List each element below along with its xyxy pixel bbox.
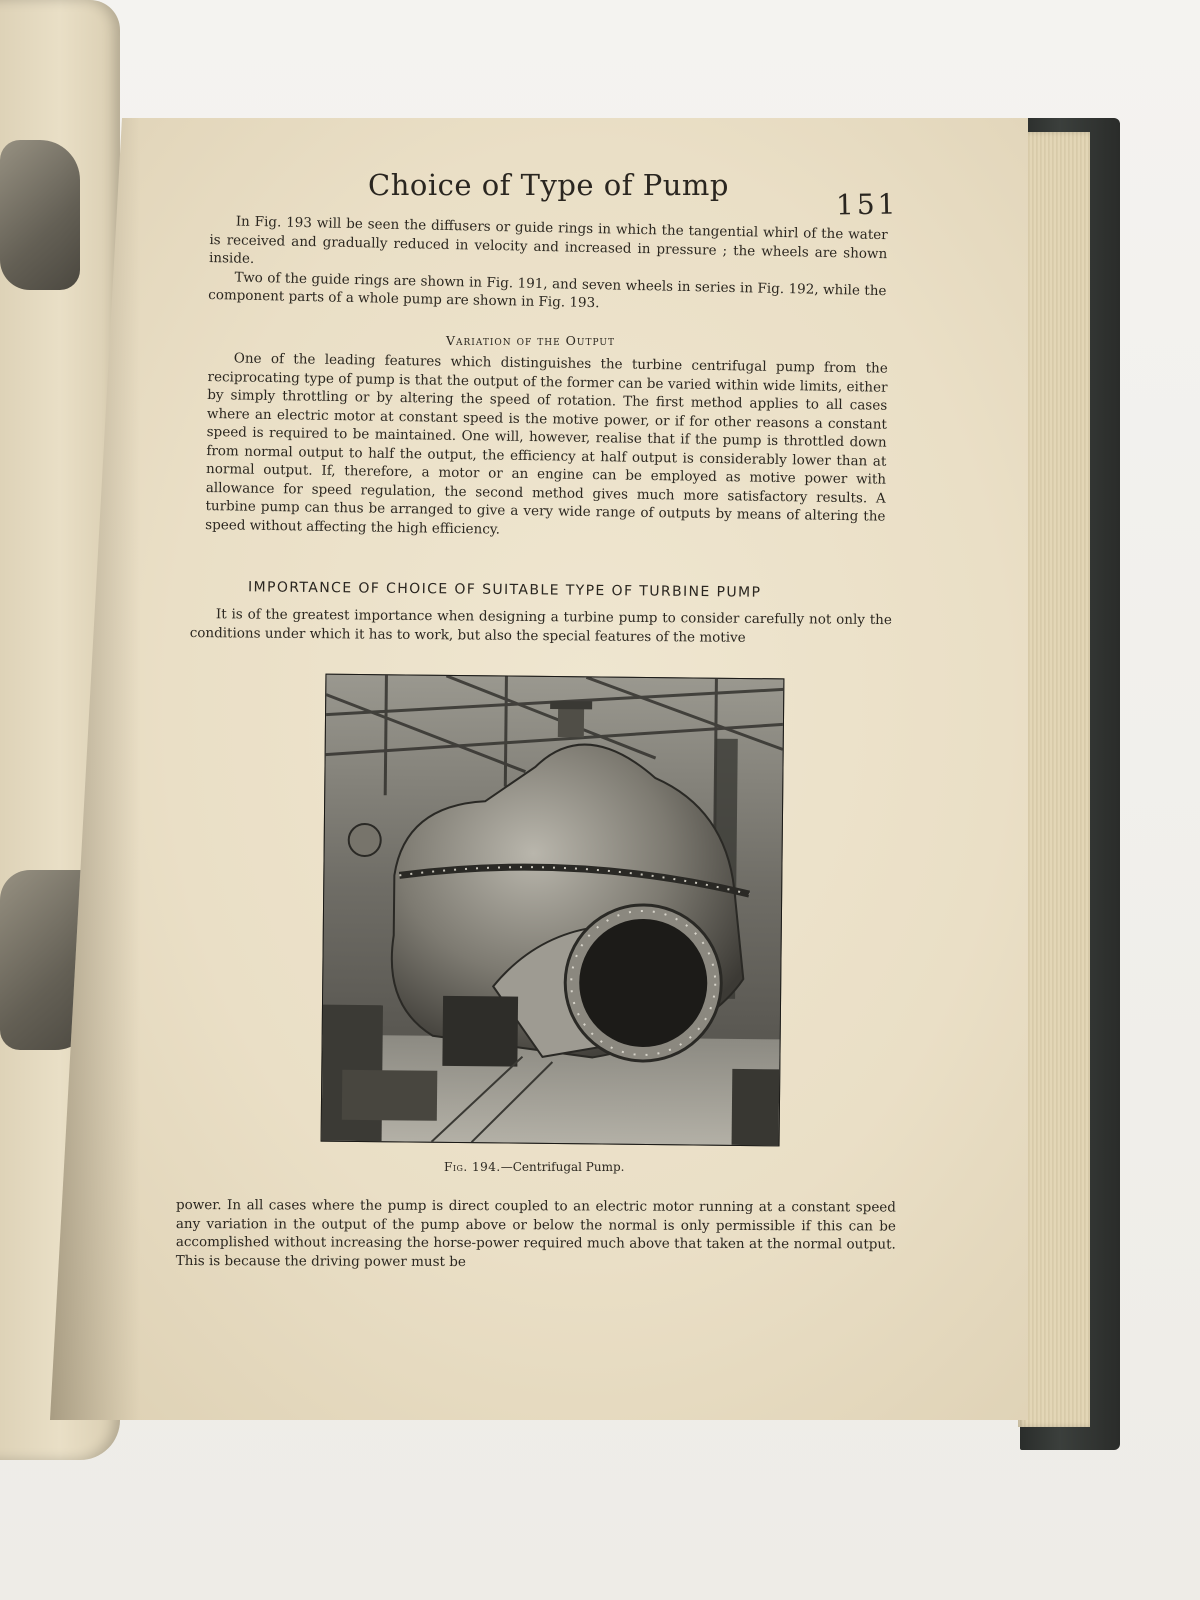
section-heading-output: Variation of the Output	[446, 333, 615, 348]
pump-photo-illustration	[322, 675, 784, 1146]
figure-label: Fig. 194.	[444, 1160, 501, 1174]
figure-caption-text: —Centrifugal Pump.	[500, 1160, 625, 1174]
page-edges	[1018, 132, 1090, 1427]
paragraph-output: One of the leading features which distinguishes the turbine centrifugal pump from the reciprocating type of pump is that the output of the former can be varied within wide limits, either by simply throttling or by altering the speed of rotation. The first method applies to all cases where an electric motor at constant speed is the motive power, or if for other reasons a constant speed is required to be maintained. One will, however, realise that if the pump is throttled down from normal output to half the output, the efficiency at half output is considerably lower than at normal output. If, therefore, a motor or an engine can be employed as motive power with allowance for speed regulation, the second method gives much more satisfactory results. A turbine pump can thus be arranged to give a very wide range of outputs by means of altering the speed without affecting the high efficiency.	[205, 350, 888, 538]
figure-caption	[444, 1160, 624, 1174]
paragraph-intro-1: In Fig. 193 will be seen the diffusers or guide rings in which the tangential whirl of the water is received and gradually reduced in velocity and increased in pressure ; the wheels are shown inside.	[208, 213, 888, 267]
page-number: 151	[835, 187, 899, 222]
output-text-block	[205, 349, 888, 545]
section-heading-importance: IMPORTANCE OF CHOICE OF SUITABLE TYPE OF TURBINE PUMP	[247, 579, 762, 601]
importance-text-block	[190, 605, 892, 648]
centrifugal-pump-photo	[321, 674, 785, 1147]
continuation-text-block	[176, 1196, 896, 1273]
left-machine-illustration	[0, 140, 80, 290]
paragraph-importance: It is of the greatest importance when designing a turbine pump to consider carefully not only the conditions under which it has to work, but also the special features of the motive	[189, 606, 892, 646]
paragraph-continuation: power. In all cases where the pump is direct coupled to an electric motor running at a constant speed any variation in the output of the pump above or below the normal is only permissible if this can be accomplished without increasing the horse-power required much above that taken at the normal output. This is because the driving power must be	[175, 1197, 896, 1270]
paragraph-intro-2: Two of the guide rings are shown in Fig. 191, and seven wheels in series in Fig. 192, while the component parts of a whole pump are shown in Fig. 193.	[208, 269, 887, 312]
intro-text-block	[208, 212, 888, 319]
running-header-title: Choice of Type of Pump	[368, 168, 729, 202]
